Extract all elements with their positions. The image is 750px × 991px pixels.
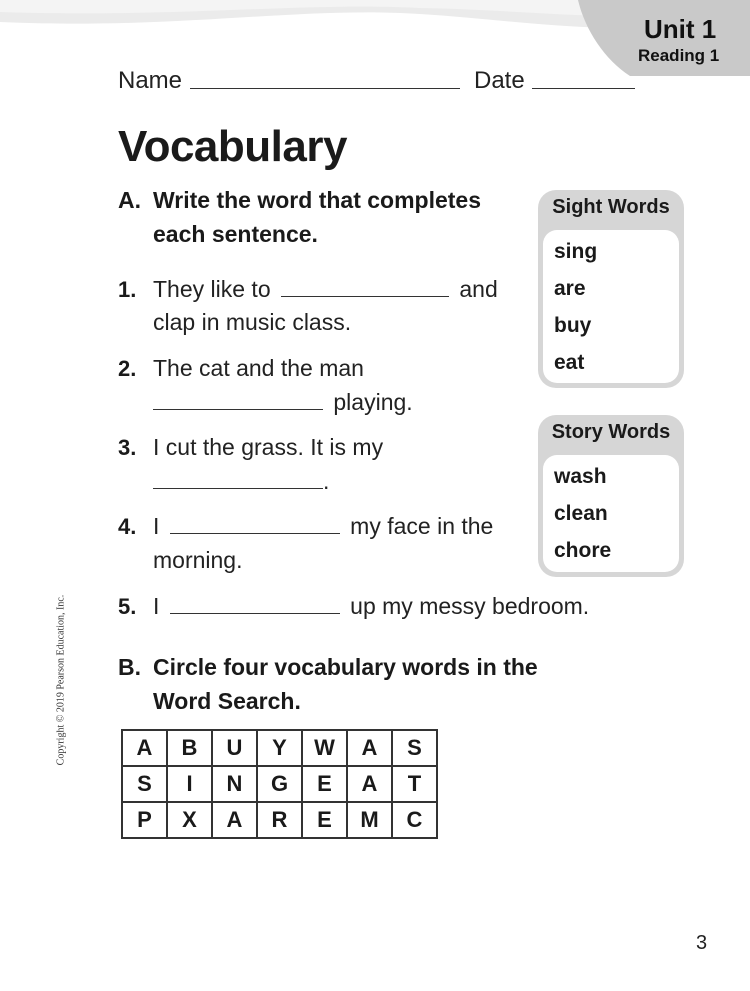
story-word-item: chore xyxy=(554,539,612,562)
sight-words-box xyxy=(538,190,684,388)
item-3-line2 xyxy=(153,468,329,495)
sight-words-heading: Sight Words xyxy=(552,196,670,218)
item-4-line2: morning. xyxy=(153,547,243,573)
date-label: Date xyxy=(474,67,525,94)
item-1-line2: clap in music class. xyxy=(153,309,352,335)
item-3-after-text: . xyxy=(323,468,330,494)
item-5-answer-blank[interactable] xyxy=(170,613,340,614)
item-1-answer-blank[interactable] xyxy=(281,296,449,297)
unit-label: Unit 1 xyxy=(644,14,717,44)
word-search-cell[interactable]: I xyxy=(167,766,212,802)
item-5-before-text: I xyxy=(153,593,160,619)
item-1-line1 xyxy=(153,276,498,303)
word-search-cell[interactable]: S xyxy=(392,730,437,766)
word-search-cell[interactable]: W xyxy=(302,730,347,766)
item-5-after-text: up my messy bedroom. xyxy=(350,593,590,619)
section-a-instruction-line2: each sentence. xyxy=(153,221,318,247)
sight-words-list xyxy=(543,230,679,383)
section-a-instruction-line1: Write the word that completes xyxy=(153,187,482,213)
section-b-instruction-line1: Circle four vocabulary words in the xyxy=(153,654,538,680)
word-search-cell[interactable]: E xyxy=(302,766,347,802)
sight-word-item: eat xyxy=(554,351,585,374)
item-5-line1 xyxy=(153,593,589,620)
word-search-row xyxy=(122,802,437,838)
word-search-cell[interactable]: T xyxy=(392,766,437,802)
date-field[interactable] xyxy=(532,88,635,89)
story-words-box xyxy=(538,415,684,577)
story-words-heading: Story Words xyxy=(551,421,671,443)
item-2-line1: The cat and the man xyxy=(153,355,364,381)
name-label: Name xyxy=(118,67,183,94)
item-5-number: 5. xyxy=(118,594,137,619)
header-wave-background xyxy=(0,0,750,80)
item-1-number: 1. xyxy=(118,277,137,302)
word-search-cell[interactable]: X xyxy=(167,802,212,838)
word-search-cell[interactable]: S xyxy=(122,766,167,802)
word-search-row xyxy=(122,766,437,802)
item-1-after-text: and xyxy=(459,276,498,302)
word-search-cell[interactable]: G xyxy=(257,766,302,802)
word-search-cell[interactable]: R xyxy=(257,802,302,838)
item-2-answer-blank[interactable] xyxy=(153,409,323,410)
word-search-row xyxy=(122,730,437,766)
sight-word-item: are xyxy=(554,277,586,300)
story-word-item: wash xyxy=(554,465,607,488)
page-number: 3 xyxy=(696,932,708,954)
item-3-number: 3. xyxy=(118,435,137,460)
story-word-item: clean xyxy=(554,502,608,525)
word-search-cell[interactable]: E xyxy=(302,802,347,838)
page-title: Vocabulary xyxy=(118,122,347,171)
word-search-cell[interactable]: A xyxy=(347,730,392,766)
word-search-cell[interactable]: N xyxy=(212,766,257,802)
reading-label: Reading 1 xyxy=(638,46,720,65)
item-4-after-text: my face in the xyxy=(350,513,494,539)
item-1-before-text: They like to xyxy=(153,276,271,302)
section-a-letter: A. xyxy=(118,187,141,213)
word-search-grid xyxy=(121,729,438,839)
sight-word-item: sing xyxy=(554,240,598,263)
sight-word-item: buy xyxy=(554,314,592,337)
word-search-cell[interactable]: P xyxy=(122,802,167,838)
item-4-number: 4. xyxy=(118,514,137,539)
word-search-cell[interactable]: U xyxy=(212,730,257,766)
word-search-cell[interactable]: A xyxy=(347,766,392,802)
section-b-instruction-line2: Word Search. xyxy=(153,688,301,714)
section-b-letter: B. xyxy=(118,654,141,680)
story-words-list xyxy=(543,455,679,572)
item-4-line1 xyxy=(153,513,493,540)
word-search-cell[interactable]: Y xyxy=(257,730,302,766)
item-2-line2 xyxy=(153,389,413,416)
item-4-before-text: I xyxy=(153,513,160,539)
word-search-cell[interactable]: M xyxy=(347,802,392,838)
word-search-cell[interactable]: C xyxy=(392,802,437,838)
item-2-after-text: playing. xyxy=(333,389,413,415)
copyright-notice: Copyright © 2019 Pearson Education, Inc. xyxy=(55,594,67,766)
item-4-answer-blank[interactable] xyxy=(170,533,340,534)
item-3-line1: I cut the grass. It is my xyxy=(153,434,384,460)
item-2-number: 2. xyxy=(118,356,137,381)
word-search-cell[interactable]: A xyxy=(212,802,257,838)
item-3-answer-blank[interactable] xyxy=(153,488,323,489)
name-field[interactable] xyxy=(190,88,460,89)
word-search-cell[interactable]: A xyxy=(122,730,167,766)
word-search-cell[interactable]: B xyxy=(167,730,212,766)
